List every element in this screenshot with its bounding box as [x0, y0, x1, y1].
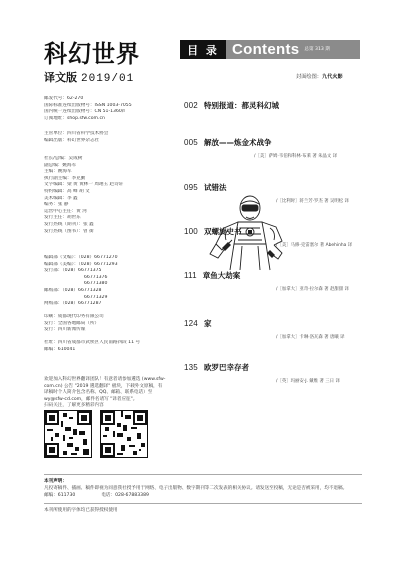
staff-line: 文字编辑：梁 黄 黄林一 周翊玉 赵诗轩	[44, 182, 124, 188]
toc-title: 家	[203, 319, 212, 328]
footer-divider	[44, 503, 362, 504]
phone-line: 66771380	[84, 281, 108, 287]
toc-title: 特别报道：都灵科幻城	[203, 101, 279, 110]
footer-phone: 电话：028-67883389	[101, 493, 149, 498]
toc-title: 解放——炼金术战争	[203, 138, 272, 147]
contents-header	[180, 40, 360, 59]
phone-line: 发行部：（028）66771375	[44, 268, 102, 274]
toc-credit: /［英］玛丽安·J. 戴维 著 三日 译	[276, 379, 340, 384]
phone-line: 编辑部（文编）：（028）66771270	[44, 255, 118, 260]
address-line: 社址：四川省成都市武侯区人民南路四段 11 号	[44, 340, 141, 345]
staff-line: 发行热线（期刊）：张 鑫	[44, 221, 94, 227]
footer	[44, 470, 362, 514]
publication-codes	[44, 96, 168, 122]
toc-page-number: 100	[184, 227, 198, 236]
toc-credit: /［比利时］蒋兰芳·罗杰 著 吴明松 译	[276, 199, 349, 204]
publisher-info	[44, 131, 168, 144]
staff-line: 特约编辑：高 峰 胡 文	[44, 188, 90, 194]
phone-line: 网购部：（028）66771287	[44, 301, 102, 307]
staff-line: 发行主任：胡世东	[44, 215, 81, 221]
toc-credit: /［美］萨姆·韦伯和科林·布莱 著 朱晶文 译	[254, 154, 338, 159]
toc-entry[interactable]	[184, 362, 370, 384]
contents-title-cn: 目 录	[180, 40, 226, 59]
toc-credit: /［美］马修·克雷塞尔 著 Abehinha 译	[276, 243, 353, 248]
info-line: 主管单位：四川省科学技术协会	[44, 131, 109, 136]
footer-heading: 本刊声明：	[44, 479, 67, 484]
toc-page-number: 124	[184, 319, 198, 328]
staff-line: 编务：张 静	[44, 202, 69, 208]
staff-line: 副总编：姚海军	[44, 162, 77, 168]
toc-title: 双螺旋史书	[203, 227, 242, 236]
footer-divider	[44, 474, 362, 475]
toc-entry[interactable]	[184, 318, 370, 340]
translator-call-text: 欢迎加入科幻世界翻译团队！有意者请参加遴选 (www.sfw-com.cn) 公告 "2019 遴选翻译" 板块，下载外文原稿，有译稿时个人简介包含名称、QQ、邮箱、联系电话）至 wy@sfw-cd.com，邮件名请写 "译者应征"。	[44, 377, 166, 402]
phone-line: 编辑部（美编）：（028）66771293	[44, 261, 118, 267]
footer-printer-note: 本刊所使用的字体均已获得授权使用	[44, 508, 118, 513]
qr-code-row	[44, 410, 148, 458]
printing-info	[44, 314, 168, 334]
phone-line: 66771376	[84, 274, 108, 280]
toc-page-number: 095	[184, 183, 198, 192]
info-line: 国内统一连续出版物号：CN 51-1360/I	[44, 109, 125, 115]
qr-code-icon	[45, 411, 91, 457]
toc-title: 欧罗巴幸存者	[203, 363, 249, 372]
cover-credit-label: 封面绘图：	[296, 74, 322, 80]
staff-list	[44, 156, 168, 235]
toc-entry[interactable]	[184, 100, 370, 111]
staff-line: 社长/总编：吴成树	[44, 156, 83, 161]
footer-notice: 凡投寄稿件、插画、稿件即视为同意我社授予用于网络、电子出版物、数字期刊等二次发表的相关协议。请发送至投稿，无论是否被采用，均不退稿。	[44, 486, 348, 491]
toc-credit: /［加拿大］卡琳·洛瓦森 著 唐曦 译	[276, 335, 345, 340]
issue-number: 2019/01	[81, 73, 135, 85]
phone-line: 邮购部：（028）66771328	[44, 287, 102, 293]
edition-label: 译文版	[44, 71, 77, 84]
info-line: 编辑出版：科幻世界杂志社	[44, 137, 100, 143]
magazine-logo-title: 科幻世界	[44, 40, 140, 68]
footer-contact	[44, 492, 362, 499]
info-line: 订阅地址：shop.sfw.com.cn	[44, 115, 105, 121]
info-line: 邮发代号：62-270	[44, 96, 84, 101]
qr-code-icon	[101, 411, 147, 457]
contact-phones	[44, 255, 168, 308]
toc-page-number: 111	[184, 271, 197, 280]
staff-line: 发行热线（图书）：曾 街	[44, 228, 94, 234]
info-line: 发行：全国各地邮局（所）	[44, 320, 100, 326]
info-line: 印刷：成都现代印务有限公司	[44, 314, 104, 319]
toc-page-number: 135	[184, 363, 198, 372]
toc-entry[interactable]	[184, 270, 370, 292]
qr-caption: 扫码关注，了解更多精彩内容	[44, 403, 104, 408]
postcode-line: 邮编：610041	[44, 346, 76, 352]
toc-entry[interactable]	[184, 137, 370, 159]
info-line: 国际标准连续出版物号：ISSN 1003-7055	[44, 102, 132, 108]
qr-code-left[interactable]	[44, 410, 92, 458]
toc-page-number: 002	[184, 101, 198, 110]
footer-postal: 邮编：611730	[44, 493, 76, 498]
qr-code-right[interactable]	[100, 410, 148, 458]
brand-block	[44, 42, 168, 85]
address-info	[44, 340, 168, 353]
contents-title-en: Contents	[232, 41, 300, 58]
staff-line: 主编：姚海军	[44, 169, 72, 175]
staff-line: 运营中心主任：黄 河	[44, 208, 87, 214]
robot-illustration	[208, 190, 286, 272]
issue-total: 总第 313 期	[304, 47, 330, 52]
phone-line: 66771329	[84, 294, 108, 300]
staff-line: 美术编辑：李 鑫	[44, 195, 78, 201]
staff-line: 执行副主编：李克勤	[44, 175, 86, 181]
contents-title-bar	[226, 40, 360, 59]
cover-credit	[296, 73, 343, 80]
cover-artist-name: 九代火影	[321, 74, 343, 80]
brand-subline	[44, 69, 168, 85]
toc-title: 章鱼大劫案	[202, 271, 241, 280]
toc-title: 试错法	[203, 183, 227, 192]
toc-page-number: 005	[184, 138, 198, 147]
toc-credit: /［加拿大］亚奇·拉尔森 著 赵甜甜 译	[276, 287, 349, 292]
info-line: 发行：四川新闻传媒	[44, 327, 86, 333]
